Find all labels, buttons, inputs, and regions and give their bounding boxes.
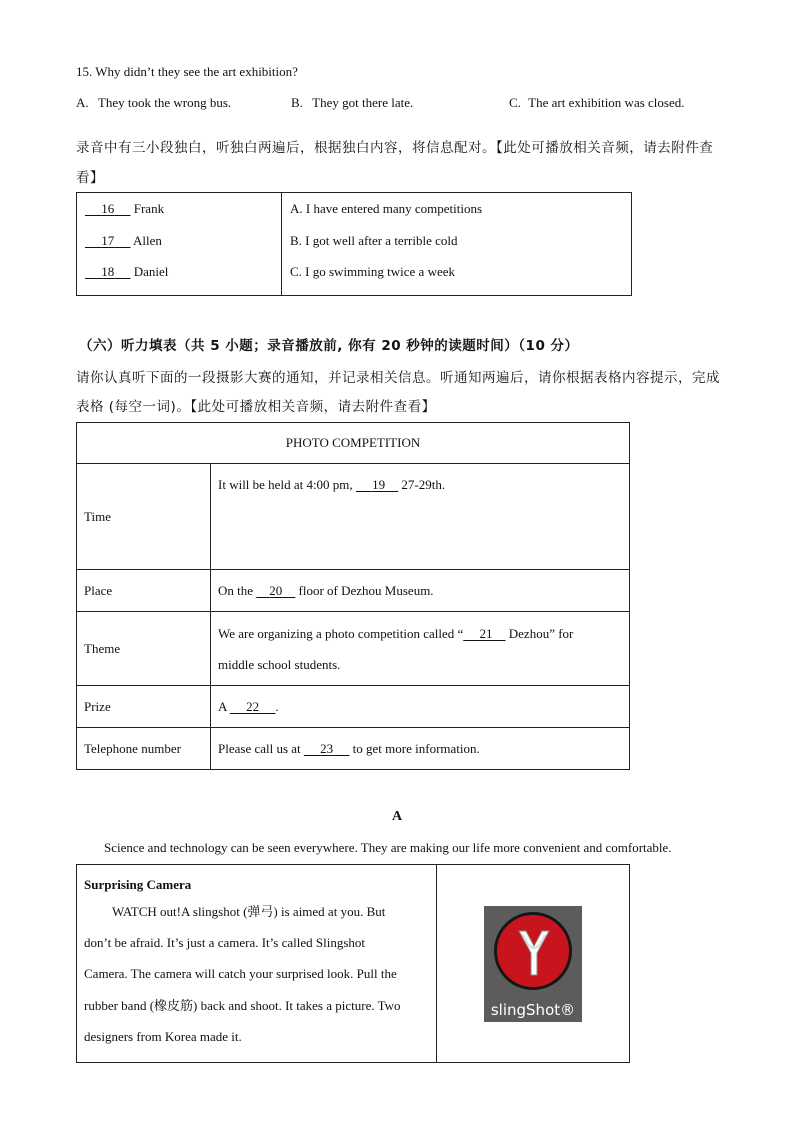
option-letter: A. bbox=[76, 95, 89, 110]
blank-16: 16 bbox=[101, 201, 115, 216]
blank-21: 21 bbox=[479, 625, 493, 641]
names-column bbox=[77, 193, 282, 296]
choices-column bbox=[282, 193, 632, 296]
table-title: PHOTO COMPETITION bbox=[77, 423, 630, 464]
table-row-theme bbox=[77, 612, 630, 686]
row-label: Telephone number bbox=[77, 728, 211, 770]
slingshot-logo bbox=[484, 906, 582, 1022]
name-allen: Allen bbox=[133, 232, 162, 248]
question-15: 15. Why didn’t they see the art exhibition? bbox=[76, 64, 298, 79]
row-label: Time bbox=[77, 464, 211, 570]
paragraph-line: rubber band (橡皮筋) back and shoot. It takes a picture. Two bbox=[84, 997, 401, 1013]
slingshot-icon bbox=[494, 912, 572, 990]
reading-letter: A bbox=[391, 809, 403, 824]
photo-competition-table bbox=[76, 422, 630, 770]
table-row-place bbox=[77, 570, 630, 612]
name-frank: Frank bbox=[133, 201, 165, 216]
row-label: Prize bbox=[77, 686, 211, 728]
row-content: It will be held at 4:00 pm, 19 27-29th. bbox=[211, 464, 630, 570]
reading-text-cell bbox=[77, 865, 437, 1063]
logo-text: slingShot® bbox=[490, 1000, 576, 1019]
choice-b: B. I got well after a terrible cold bbox=[290, 232, 458, 248]
reading-intro: Science and technology can be seen everywhere. They are making our life more convenient and comfortable. bbox=[104, 840, 672, 855]
matching-table bbox=[76, 192, 632, 296]
option-letter: B. bbox=[291, 95, 303, 110]
reading-image-cell bbox=[437, 865, 630, 1063]
blank-22: 22 bbox=[246, 698, 260, 714]
choice-a: A. I have entered many competitions bbox=[290, 201, 483, 216]
row-content: A 22 . bbox=[211, 686, 630, 728]
table-row-prize bbox=[77, 686, 630, 728]
row-label: Place bbox=[77, 570, 211, 612]
option-b bbox=[291, 95, 413, 111]
match-row bbox=[85, 193, 273, 225]
name-daniel: Daniel bbox=[133, 264, 169, 279]
option-c bbox=[509, 95, 685, 111]
section6-instruction: 请你认真听下面的一段摄影大赛的通知，并记录相关信息。听通知两遍后，请你根据表格内容提示，完成表格 (每空一词)。【此处可播放相关音频，请去附件查看】 bbox=[76, 370, 720, 415]
box-title: Surprising Camera bbox=[84, 877, 192, 892]
option-text: They took the wrong bus. bbox=[97, 95, 232, 110]
match-row bbox=[85, 225, 273, 257]
row-label: Theme bbox=[77, 612, 211, 686]
choice-c: C. I go swimming twice a week bbox=[290, 264, 455, 279]
paragraph-line: don’t be afraid. It’s just a camera. It’s called Slingshot bbox=[84, 935, 365, 951]
blank-19: 19 bbox=[372, 477, 386, 492]
blank-23: 23 bbox=[320, 740, 334, 756]
option-text: They got there late. bbox=[312, 95, 414, 110]
match-row bbox=[85, 256, 273, 288]
paragraph-line: WATCH out!A slingshot (弹弓) is aimed at you. But bbox=[112, 904, 386, 919]
row-content: We are organizing a photo competition called “ 21 Dezhou” for middle school students. bbox=[211, 612, 630, 686]
option-a bbox=[76, 95, 231, 111]
section6-heading: （六）听力填表（共 5 小题；录音播放前, 你有 20 秒钟的读题时间）（10 分） bbox=[79, 338, 579, 354]
paragraph-line: designers from Korea made it. bbox=[84, 1028, 242, 1044]
blank-17: 17 bbox=[101, 232, 115, 248]
reading-box bbox=[76, 864, 630, 1063]
table-row-time bbox=[77, 464, 630, 570]
option-letter: C. bbox=[509, 95, 521, 110]
option-text: The art exhibition was closed. bbox=[528, 95, 685, 110]
row-content: On the 20 floor of Dezhou Museum. bbox=[211, 570, 630, 612]
paragraph-line: Camera. The camera will catch your surprised look. Pull the bbox=[84, 966, 397, 982]
row-content: Please call us at 23 to get more information. bbox=[211, 728, 630, 770]
table-row-phone bbox=[77, 728, 630, 770]
blank-18: 18 bbox=[101, 264, 115, 279]
section5-instruction: 录音中有三小段独白，听独白两遍后，根据独白内容，将信息配对。【此处可播放相关音频，请去附件查看】 bbox=[76, 140, 714, 186]
slingshot-y-icon bbox=[497, 915, 569, 987]
blank-20: 20 bbox=[269, 582, 283, 598]
